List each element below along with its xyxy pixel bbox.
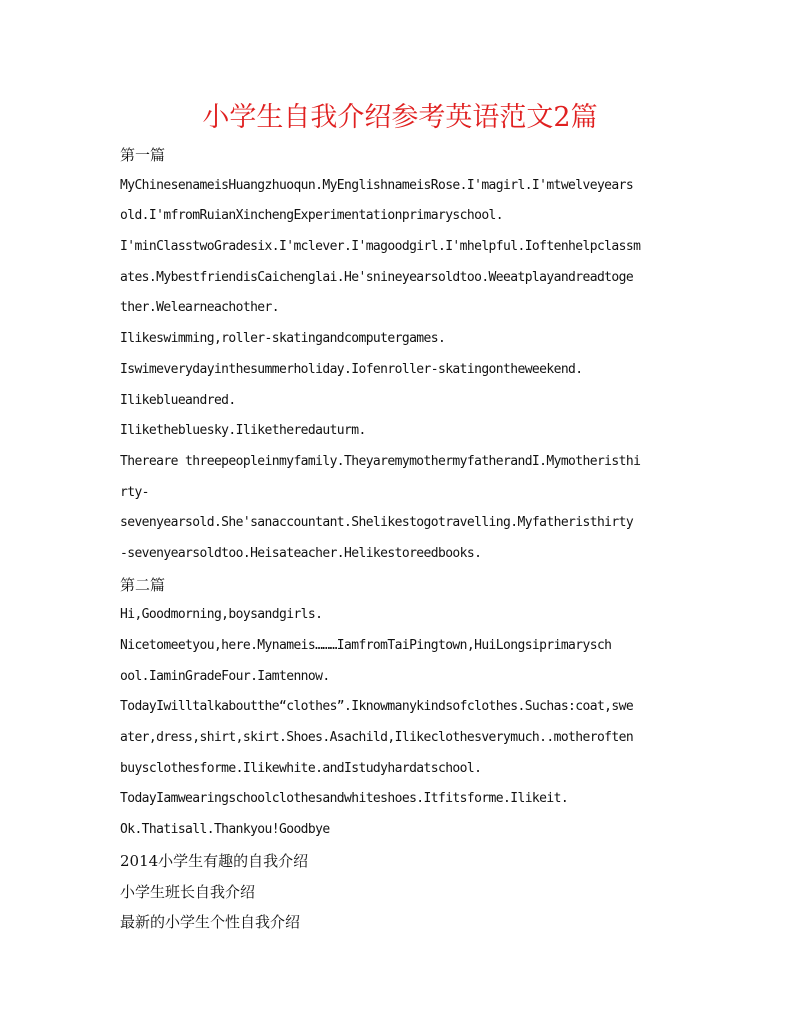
body-line: Hi,Goodmorning,boysandgirls. [120,607,323,623]
body-line: MyChinesenameisHuangzhuoqun.MyEnglishnameisRose.I'magirl.I'mtwelveyears [120,177,634,193]
body-line: ther.Welearneachother. [120,300,279,316]
section-heading-1: 第一篇 [120,146,166,164]
body-line: I'minClasstwoGradesix.I'mclever.I'magoodgirl.I'mhelpful.Ioftenhelpclassm [120,239,641,255]
related-link-1: 2014小学生有趣的自我介绍 [120,851,309,870]
body-line: ates.MybestfriendisCaichenglai.He'snineyearsoldtoo.Weeatplayandreadtoge [120,269,634,285]
section-heading-2: 第二篇 [120,575,166,594]
body-line: Nicetomeetyou,here.Mynameis………IamfromTaiPingtown,HuiLongsiprimarysch [120,638,612,653]
body-line: ool.IaminGradeFour.Iamtennow. [120,668,330,684]
body-line: Iswimeverydayinthesummerholiday.Iofenroller-skatingontheweekend. [120,361,583,377]
body-line: buysclothesforme.Ilikewhite.andIstudyhardatschool. [120,760,482,776]
body-line: -sevenyearsoldtoo.Heisateacher.Helikestoreedbooks. [120,545,482,561]
body-line: Ilikethebluesky.Iliketheredauturm. [120,423,366,439]
body-line: Ilikeswimming,roller-skatingandcomputergames. [120,331,446,347]
related-link-3: 最新的小学生个性自我介绍 [120,913,301,932]
body-line: TodayIwilltalkaboutthe“clothes”.Iknowmanykindsofclothes.Suchas:coat,swe [120,699,634,715]
document-body [120,140,680,938]
body-line: ater,dress,shirt,skirt.Shoes.Asachild,Ilikeclothesverymuch..motheroften [120,730,634,746]
body-line: TodayIamwearingschoolclothesandwhiteshoes.Itfitsforme.Ilikeit. [120,791,569,807]
body-line: Thereare threepeopleinmyfamily.TheyaremymothermyfatherandI.Mymotheristhi [120,453,641,469]
related-link-2: 小学生班长自我介绍 [120,882,256,901]
body-line: rty- [120,484,149,500]
body-line: sevenyearsold.She'sanaccountant.Shelikestogotravelling.Myfatheristhirty [120,515,634,531]
body-line: old.I'mfromRuianXinchengExperimentationprimaryschool. [120,208,504,224]
document-title: 小学生自我介绍参考英语范文2篇 [202,102,598,133]
body-line: Ok.Thatisall.Thankyou!Goodbye [120,822,330,838]
body-line: Ilikeblueandred. [120,392,236,408]
